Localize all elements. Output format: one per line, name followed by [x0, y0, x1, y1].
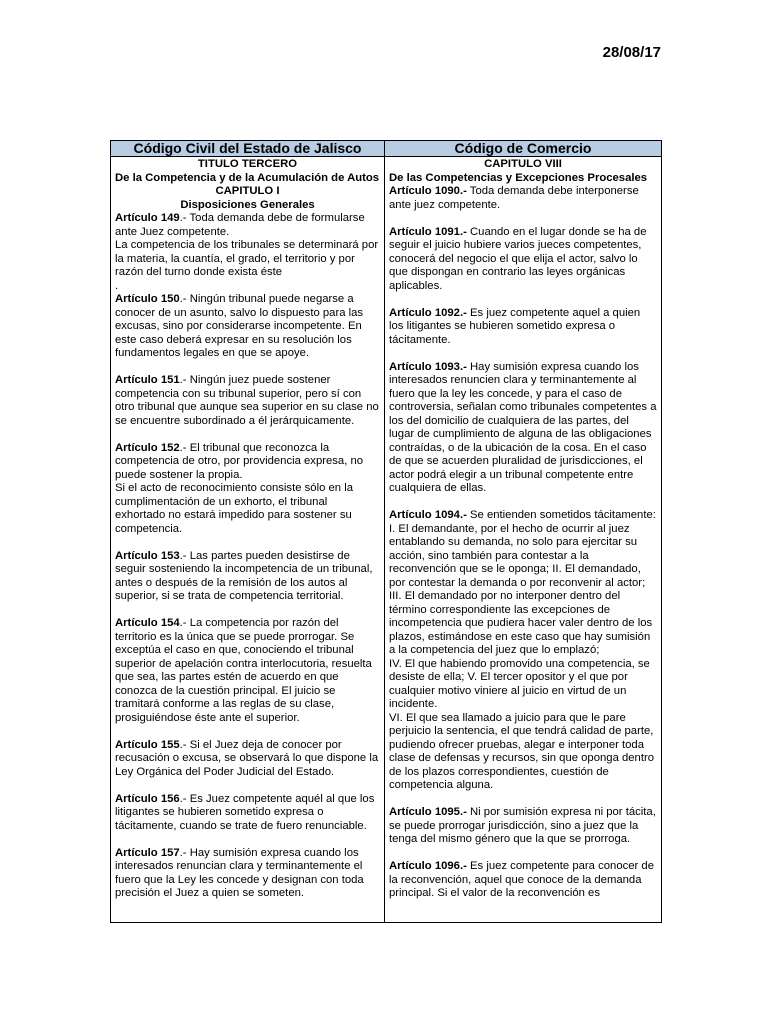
article-text: .- Ningún juez puede sostener competencia con su tribunal superior, pero sí con otro tribunal que aunque sea superior en su clase no se encuentre subordinado a él jerárquicamente.: [115, 374, 379, 427]
commerce-code-column: [385, 157, 662, 923]
article-paragraph: [115, 442, 380, 483]
article-paragraph: [115, 739, 380, 780]
article-text: Si el acto de reconocimiento consiste sólo en la cumplimentación de un exhorto, el tribunal exhortado no estará impedido para sostener su competencia.: [115, 482, 353, 535]
article-number: Artículo 151: [115, 374, 180, 386]
article-text: Hay sumisión expresa cuando los interesados renuncien clara y terminantemente al fuero que la ley les concede, y para el caso de controversia, señalan como tribunales competentes a los del domicilio de cualquiera de las partes, del lugar de cumplimiento de alguna de las obligaciones contraídas, o de la ubicación de la cosa. En el caso de que se acuerden pluralidad de jurisdicciones, el actor podrá elegir a un tribunal competente entre cualquiera de ellas.: [389, 360, 657, 494]
article-paragraph: [389, 523, 657, 658]
table-body-row: [111, 157, 662, 923]
article-paragraph: [115, 293, 380, 361]
article-text: La competencia de los tribunales se determinará por la materia, la cuantía, el grado, el territorio y por razón del turno donde exista éste: [115, 239, 379, 278]
article-paragraph: [115, 847, 380, 901]
article-paragraph: [389, 509, 657, 523]
article-text: .- Las partes pueden desistirse de seguir sosteniendo la incompetencia de un tribunal, antes o después de la remisión de los autos al superior, si se trata de competencia territorial.: [115, 549, 373, 602]
article-paragraph: [115, 280, 380, 294]
commerce-code-articles: [389, 185, 657, 901]
article-text: .- Hay sumisión expresa cuando los interesados renuncian clara y terminantemente el fuero que la Ley les concede y designan con toda precisión el Juez a quien se someten.: [115, 846, 364, 899]
article-number: Artículo 154: [115, 617, 180, 629]
article-number: Artículo 1093.-: [389, 360, 467, 373]
article-text: Es juez competente aquel a quien los litigantes se hubieren sometido expresa o tácitamente.: [389, 306, 641, 346]
article-paragraph: [115, 212, 380, 239]
article-text: IV. El que habiendo promovido una competencia, se desiste de ella; V. El tercer opositor y el que por cualquier motivo viniere al juicio en virtud de un incidente.: [389, 657, 650, 710]
article-number: Artículo 1094.-: [389, 509, 467, 521]
article-text: .: [115, 279, 119, 292]
table-header-row: [111, 141, 662, 157]
article-number: Artículo 1095.-: [389, 806, 467, 818]
civil-code-articles: [115, 212, 380, 901]
column-header-civil-code: Código Civil del Estado de Jalisco: [111, 141, 385, 157]
article-paragraph: [389, 226, 657, 294]
article-text: Se entienden sometidos tácitamente:: [466, 509, 656, 521]
section-subtitle: De la Competencia y de la Acumulación de Autos: [115, 171, 380, 184]
article-number: Artículo 1096.-: [389, 860, 467, 872]
article-text: .- Ningún tribunal puede negarse a conocer de un asunto, salvo lo dispuesto para las excusas, sino por considerarse incompetente. En este caso deberá expresar en su resolución los fundamentos legales en que se apoye.: [115, 293, 364, 359]
article-text: I. El demandante, por el hecho de ocurrir al juez entablando su demanda, no solo para ejercitar su acción, sino también para contestar a la reconvención que se le oponga; II. El demandado, por contestar la demanda o por reconvenir al actor; III. El demandado por no interponer dentro del término correspondiente las excepciones de incompetencia que pudiera hacer valer dentro de los plazos, estimándose en este caso que hay sumisión a la competencia del juez que lo emplazó;: [389, 522, 653, 656]
capitulo-heading: CAPITULO I: [215, 185, 280, 197]
titulo-heading: TITULO TERCERO: [197, 158, 298, 170]
article-text: .- Toda demanda debe de formularse ante Juez competente.: [115, 212, 365, 238]
article-number: Artículo 149: [115, 212, 180, 224]
article-paragraph: [389, 860, 657, 901]
article-paragraph: [389, 712, 657, 793]
article-text: Ni por sumisión expresa ni por tácita, se puede prorrogar jurisdicción, sino a juez que la tenga del mismo género que la que se prorroga.: [389, 806, 656, 845]
article-text: VI. El que sea llamado a juicio para que le pare perjuicio la sentencia, el que tendrá calidad de parte, pudiendo ofrecer pruebas, alegar e interponer toda clase de defensas y recursos, sin que oponga dentro de los plazos correspondientes, cuestión de competencia alguna.: [389, 711, 655, 791]
capitulo-heading: CAPITULO VIII: [484, 158, 562, 170]
article-text: Es juez competente para conocer de la reconvención, aquel que conoce de la demanda principal. Si el valor de la reconvención es: [389, 860, 654, 899]
article-number: Artículo 150: [115, 293, 180, 305]
article-paragraph: [389, 361, 657, 496]
column-header-commerce-code: Código de Comercio: [385, 141, 662, 157]
article-number: Artículo 1092.-: [389, 306, 467, 319]
article-number: Artículo 1090.-: [389, 185, 467, 197]
article-paragraph: [389, 307, 657, 348]
article-paragraph: [115, 239, 380, 280]
article-number: Artículo 153: [115, 549, 180, 562]
civil-code-column: [111, 157, 385, 923]
article-text: .- La competencia por razón del territorio es la única que se puede prorrogar. Se exceptúa el caso en que, conociendo el tribunal superior de apelación contra interlocutoria, resuelta que sea, las partes estén de acuerdo en que conozca de la cuestión principal. El juicio se tramitará conforme a las reglas de su clase, prosiguiéndose éste ante el superior.: [115, 617, 372, 724]
article-paragraph: [389, 806, 657, 847]
article-paragraph: [389, 185, 657, 212]
article-paragraph: [389, 658, 657, 712]
article-text: Cuando en el lugar donde se ha de seguir el juicio hubiere varios jueces competentes, conocerá del negocio el que elija el actor, salvo lo que dispongan en contrario las leyes orgánicas aplicables.: [389, 225, 647, 292]
section-subtitle: De las Competencias y Excepciones Procesales: [389, 171, 648, 184]
article-number: Artículo 152: [115, 441, 180, 454]
article-paragraph: [115, 550, 380, 604]
article-number: Artículo 156: [115, 792, 180, 805]
article-paragraph: [115, 793, 380, 834]
article-paragraph: [115, 482, 380, 536]
article-text: .- El tribunal que reconozca la competencia de otro, por providencia expresa, no puede sostener la propia.: [115, 441, 364, 481]
article-number: Artículo 157: [115, 846, 180, 859]
article-number: Artículo 155: [115, 738, 180, 751]
article-number: Artículo 1091.-: [389, 225, 467, 238]
article-text: .- Es Juez competente aquél al que los litigantes se hubieren sometido expresa o tácitamente, cuando se trate de fuero renunciable.: [115, 792, 375, 832]
article-paragraph: [115, 374, 380, 428]
capitulo-name: Disposiciones Generales: [180, 198, 315, 211]
document-date: 28/08/17: [602, 44, 661, 61]
article-paragraph: [115, 617, 380, 725]
article-text: .- Si el Juez deja de conocer por recusación o excusa, se observará lo que dispone la Ley Orgánica del Poder Judicial del Estado.: [115, 738, 379, 778]
comparison-table: [110, 140, 662, 923]
article-text: Toda demanda debe interponerse ante juez competente.: [389, 185, 639, 211]
